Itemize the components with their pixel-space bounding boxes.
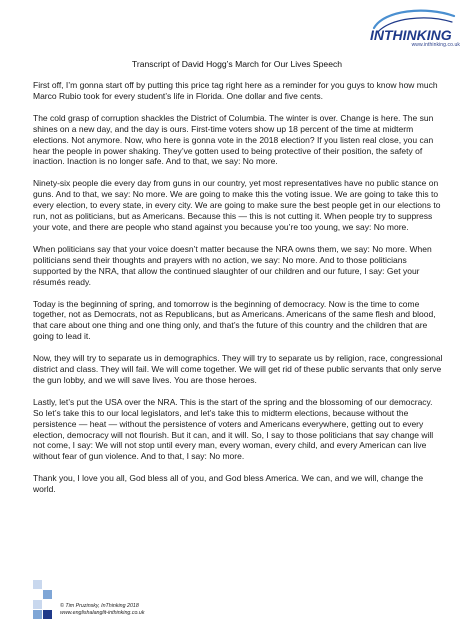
document-title: Transcript of David Hogg’s March for Our Lives Speech bbox=[131, 59, 343, 69]
paragraph: Now, they will try to separate us in demographics. They will try to separate us by religion, race, congressional district and class. They will fail. We will come together. We will get rid of these public servants that only serve the gun lobby, and we will save lives. You are those heroes. bbox=[33, 353, 443, 385]
paragraph: Today is the beginning of spring, and tomorrow is the beginning of democracy. Now is the time to come together, not as Democrats, not as Republicans, but as Americans. Americans of the same flesh and blood, that care about one thing and one thing only, and that’s the future of this country and the children that are going to lead it. bbox=[33, 298, 436, 342]
inthinking-logo bbox=[356, 8, 460, 46]
footer-url: www.englishalanglit-inthinking.co.uk bbox=[60, 609, 145, 616]
paragraph: When politicians say that your voice doesn’t matter because the NRA owns them, we say: No more. When politicians send their thoughts and prayers with no action, we say: No more. And to those politicians supported by the NRA, that allow the continued slaughter of our children and our future, I say: Get your résumés ready. bbox=[33, 243, 432, 287]
footer-decoration bbox=[33, 580, 55, 624]
logo-wordmark: INTHINKING bbox=[370, 27, 452, 43]
footer-copyright: © Tim Pruzinsky, InThinking 2018 bbox=[60, 603, 139, 609]
paragraph: Lastly, let’s put the USA over the NRA. This is the start of the spring and the blossoming of our democracy. So let’s take this to our local legislators, and let’s take this to midterm elections, because without the persistence — heat — without the persistence of voters and Americans everywhere, getting out to every election, democracy will not flourish. But it can, and it will. So, I say to those politicians that say change will not come, I say: We will not stop until every man, every woman, every child, and every American can live without fear of gun violence. And to that, I say: No more. bbox=[33, 396, 434, 462]
paragraph: The cold grasp of corruption shackles the District of Columbia. The winter is over. Change is here. The sun shines on a new day, and the day is ours. First-time voters show up 18 percent of the time at midterm elections. Not anymore. Now, who here is gonna vote in the 2018 election? If you listen real close, you can hear the people in power shaking. They’ve gotten used to being protective of their position, the safety of inaction. Inaction is no longer safe. And to that, we say: No more. bbox=[33, 112, 434, 167]
decor-square bbox=[33, 580, 42, 589]
transcript-body bbox=[33, 80, 443, 506]
decor-square bbox=[33, 610, 42, 619]
paragraph: First off, I’m gonna start off by putting this price tag right here as a reminder for you guys to know how much Marco Rubio took for every student’s life in Florida. One dollar and five cents. bbox=[33, 80, 438, 101]
footer bbox=[60, 603, 145, 616]
logo-url: www.inthinking.co.uk bbox=[411, 42, 460, 48]
decor-square bbox=[43, 590, 52, 599]
paragraph: Thank you, I love you all, God bless all of you, and God bless America. We can, and we will, change the world. bbox=[33, 473, 424, 495]
decor-square bbox=[43, 610, 52, 619]
paragraph: Ninety-six people die every day from guns in our country, yet most representatives have no public stance on guns. And to that, we say: No more. We are going to make this the voting issue. We are going to take this to every election, to every state, in every city. We are going to make sure the best people get in our elections to run, not as politicians, but as Americans. Because this — this is not cutting it. When people try to suppress your vote, and there are people who stand against you because you’re too young, we say: No more. bbox=[33, 178, 441, 232]
decor-square bbox=[33, 600, 42, 609]
